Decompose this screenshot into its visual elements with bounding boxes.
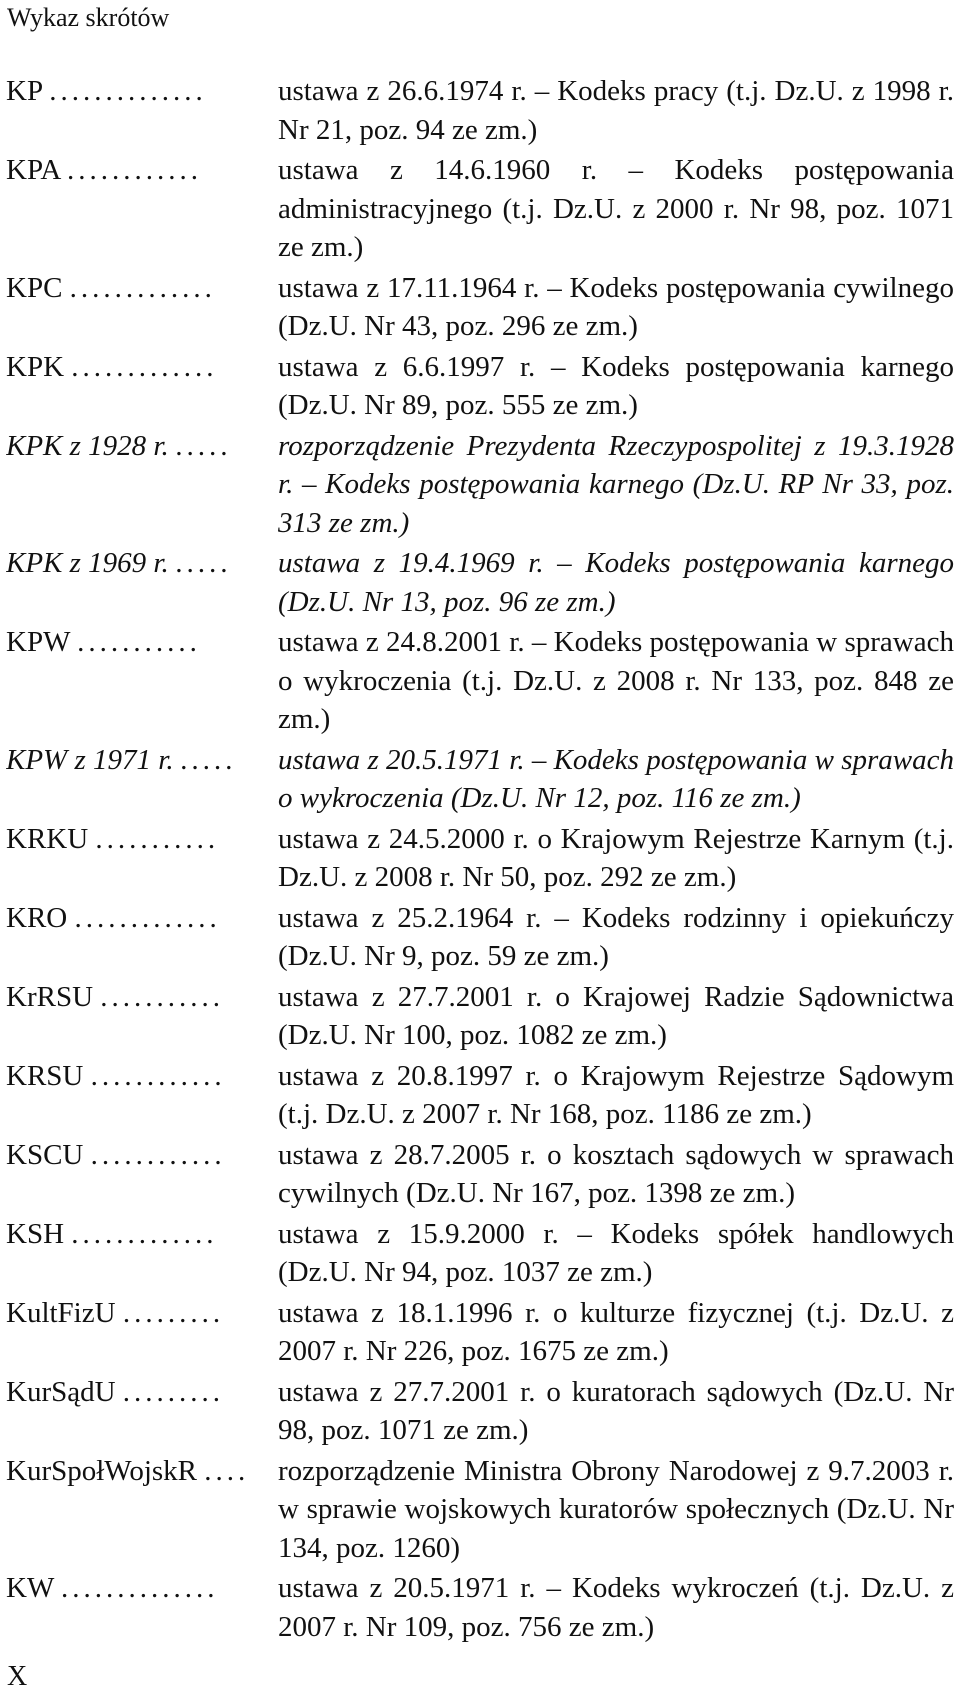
abbreviation-term [6,1452,278,1568]
abbreviation-label: KPK z 1928 r. [6,429,169,462]
abbreviation-label: KP [6,75,42,107]
leader-dots: ............ [90,1059,226,1092]
abbreviation-term [6,348,278,425]
abbreviation-description: ustawa z 15.9.2000 r. – Kodeks spółek handlowych (Dz.U. Nr 94, poz. 1037 ze zm.) [278,1217,954,1288]
abbreviation-description: ustawa z 17.11.1964 r. – Kodeks postępowania cywilnego (Dz.U. Nr 43, poz. 296 ze zm.) [278,271,954,342]
abbreviation-term [6,978,278,1055]
page-header: Wykaz skrótów [7,3,170,32]
abbreviation-term [6,544,278,621]
leader-dots: ......... [122,1296,225,1329]
abbreviation-entry [6,1057,954,1134]
abbreviation-description: rozporządzenie Prezydenta Rzeczypospolitej z 19.3.1928 r. – Kodeks postępowania karnego (Dz.U. RP Nr 33, poz. 313 ze zm.) [278,429,954,539]
leader-dots: ............. [71,1217,218,1250]
leader-dots: .............. [49,75,207,107]
abbreviation-term [6,1215,278,1292]
abbreviation-term [6,1057,278,1134]
abbreviation-term [6,623,278,739]
leader-dots: ........... [95,822,220,855]
leader-dots: ........... [100,980,225,1013]
abbreviation-description: ustawa z 14.6.1960 r. – Kodeks postępowania administracyjnego (t.j. Dz.U. z 2000 r. Nr 98, poz. 1071 ze zm.) [278,154,954,263]
abbreviation-entry [6,1569,954,1646]
abbreviation-entry [6,72,954,149]
abbreviation-label: KurSądU [6,1375,116,1408]
leader-dots: ............ [67,154,203,186]
leader-dots: ..... [176,547,233,579]
abbreviation-description: ustawa z 24.8.2001 r. – Kodeks postępowania w sprawach o wykroczenia (t.j. Dz.U. z 2008 r. Nr 133, poz. 848 ze zm.) [278,626,954,735]
abbreviation-description: ustawa z 20.8.1997 r. o Krajowym Rejestrze Sądowym (t.j. Dz.U. z 2007 r. Nr 168, poz. 1186 ze zm.) [278,1059,954,1130]
abbreviation-label: KRO [6,901,68,934]
abbreviation-label: KurSpołWojskR [6,1454,198,1487]
abbreviation-entry [6,269,954,346]
abbreviation-description: ustawa z 28.7.2005 r. o kosztach sądowych w sprawach cywilnych (Dz.U. Nr 167, poz. 1398 ze zm.) [278,1138,954,1209]
leader-dots: ..... [180,743,238,776]
abbreviation-description: ustawa z 19.4.1969 r. – Kodeks postępowania karnego (Dz.U. Nr 13, poz. 96 ze zm.) [278,547,954,618]
abbreviation-entry [6,1452,954,1568]
abbreviation-entry [6,623,954,739]
leader-dots: .... [204,1454,250,1487]
abbreviation-entry [6,1294,954,1371]
abbreviation-term [6,1294,278,1371]
abbreviation-label: KPK z 1969 r. [6,547,169,579]
abbreviation-label: KPC [6,271,63,304]
abbreviation-entry [6,1215,954,1292]
abbreviation-term [6,899,278,976]
abbreviation-label: KPW z 1971 r. [6,743,174,776]
abbreviation-entry [6,1136,954,1213]
abbreviation-entry [6,1373,954,1450]
abbreviation-label: KrRSU [6,980,94,1013]
abbreviation-description: ustawa z 24.5.2000 r. o Krajowym Rejestrze Karnym (t.j. Dz.U. z 2008 r. Nr 50, poz. 292 ze zm.) [278,822,954,893]
abbreviation-term [6,269,278,346]
leader-dots: .............. [61,1572,219,1604]
abbreviation-label: KultFizU [6,1296,116,1329]
page-number: X [7,1661,28,1692]
abbreviation-term [6,741,278,818]
abbreviation-label: KPW [6,626,70,658]
abbreviation-term [6,151,278,267]
abbreviation-entry [6,151,954,267]
abbreviation-description: ustawa z 20.5.1971 r. – Kodeks postępowania w sprawach o wykroczenia (Dz.U. Nr 12, poz. 116 ze zm.) [278,743,954,814]
leader-dots: ............. [71,350,218,383]
abbreviation-list [6,72,954,1648]
abbreviation-label: KW [6,1572,54,1604]
abbreviation-label: KSH [6,1217,65,1250]
abbreviation-description: ustawa z 6.6.1997 r. – Kodeks postępowania karnego (Dz.U. Nr 89, poz. 555 ze zm.) [278,350,954,421]
leader-dots: ......... [122,1375,225,1408]
abbreviation-label: KSCU [6,1138,84,1171]
abbreviation-description: rozporządzenie Ministra Obrony Narodowej z 9.7.2003 r. w sprawie wojskowych kuratorów społecznych (Dz.U. Nr 134, poz. 1260) [278,1454,954,1564]
abbreviation-term [6,1569,278,1646]
abbreviation-description: ustawa z 26.6.1974 r. – Kodeks pracy (t.j. Dz.U. z 1998 r. Nr 21, poz. 94 ze zm.) [278,75,954,146]
abbreviation-entry [6,978,954,1055]
abbreviation-term [6,820,278,897]
abbreviation-label: KPK [6,350,65,383]
leader-dots: ........... [77,626,201,658]
abbreviation-term [6,427,278,543]
leader-dots: ............. [69,271,216,304]
abbreviation-term [6,72,278,149]
abbreviation-entry [6,427,954,543]
abbreviation-entry [6,820,954,897]
abbreviation-entry [6,899,954,976]
abbreviation-description: ustawa z 25.2.1964 r. – Kodeks rodzinny i opiekuńczy (Dz.U. Nr 9, poz. 59 ze zm.) [278,901,954,972]
abbreviation-label: KRKU [6,822,89,855]
abbreviation-description: ustawa z 20.5.1971 r. – Kodeks wykroczeń (t.j. Dz.U. z 2007 r. Nr 109, poz. 756 ze zm.) [278,1572,954,1643]
abbreviation-term [6,1373,278,1450]
abbreviation-label: KPA [6,154,60,186]
leader-dots: ............ [90,1138,226,1171]
leader-dots: ..... [176,429,233,462]
leader-dots: ............. [74,901,221,934]
abbreviation-entry [6,741,954,818]
abbreviation-entry [6,544,954,621]
abbreviation-description: ustawa z 18.1.1996 r. o kulturze fizycznej (t.j. Dz.U. z 2007 r. Nr 226, poz. 1675 ze zm.) [278,1296,954,1367]
abbreviation-description: ustawa z 27.7.2001 r. o kuratorach sądowych (Dz.U. Nr 98, poz. 1071 ze zm.) [278,1375,954,1446]
abbreviation-term [6,1136,278,1213]
abbreviation-description: ustawa z 27.7.2001 r. o Krajowej Radzie Sądownictwa (Dz.U. Nr 100, poz. 1082 ze zm.) [278,980,954,1051]
abbreviation-entry [6,348,954,425]
abbreviation-label: KRSU [6,1059,84,1092]
